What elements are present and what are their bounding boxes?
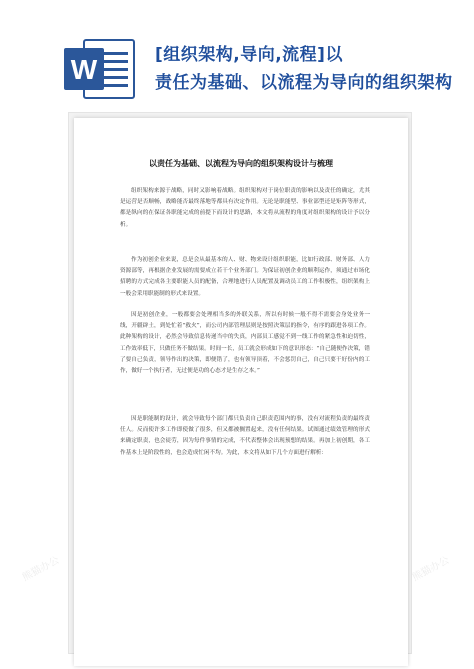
header-title-line-1: [组织架构,导向,流程]以	[155, 45, 343, 65]
paragraph-2: 作为初创企业来说，总是会从最基本的人、财、物来设计组织职能，比如行政部、财务部、人力资源部等，再根据企业发展的需要成立若干个业务部门。为保证初创企业的顺利运作，须通过市场化招聘的方式完成各主要职能人员的配备，合理地进行人员配置及调动员工的工作积极性，组织架构上一般会采用职能制的形式来设置。	[120, 257, 370, 297]
paragraph-4: 因是职能制的设计，就会导致每个部门都只负责自己职责范围内的事，没有对流程负责的最终责任人。反而使许多工作即使做了很多，但又都被搁置起来，没有任何结果。试图通过绩效管理的形式来确定职责，也会徒劳，因为每件事情的完成，不代表整体会出现预想的结果。再加上初创期，各工作基本上是阶段性的，也会造成忙闲不均。为此，本文将从如下几个方面进行解析：	[120, 416, 370, 456]
document-page	[74, 118, 408, 666]
document-title: 以责任为基础、以流程为导向的组织架构设计与梳理	[149, 159, 333, 168]
header-title-line-2: 责任为基础、以流程为导向的组织架构	[155, 73, 453, 93]
svg-text:W: W	[70, 54, 98, 85]
watermark: 熊猫办公	[410, 555, 452, 584]
watermark: 熊猫办公	[20, 555, 62, 584]
word-document-icon	[62, 38, 136, 100]
header-banner	[0, 0, 474, 118]
paragraph-1: 组织架构来源于战略，同时又影响着战略。组织架构对于岗位职责的影响以及责任的确定，尤其是运营是否顺畅，战略能否最终落地等都具有决定作用。无论是职能型、事业部型还是矩阵等形式，都是纵向的在保证各职能完成的前提下而设计的思路，本文将从流程的角度对组织架构的设计予以分析。	[120, 188, 370, 228]
paragraph-3: 因是初创企业，一般都要会处理相当多的外联关系，所以有时候一般不得不需要会身处业务一线，开疆辟土，到处忙着“救火”，而公司内部管理层则是按照决策层的指令，有序的跟进各项工作。此种架构的设计，必然会导致信息传递当中的失真，内部员工感觉不到一线工作的紧急性和迫切性，工作效率低下，只做任务不做结果。时间一长，员工就会形成如下的意识形态：“自己随便作决策，错了要自己负责，领导作出的决策，即便错了，也有领导顶着，不会惩罚自己，自己只要干好份内的工作，做好一个执行者，无过便是功的心态才是生存之本。”	[120, 312, 370, 375]
